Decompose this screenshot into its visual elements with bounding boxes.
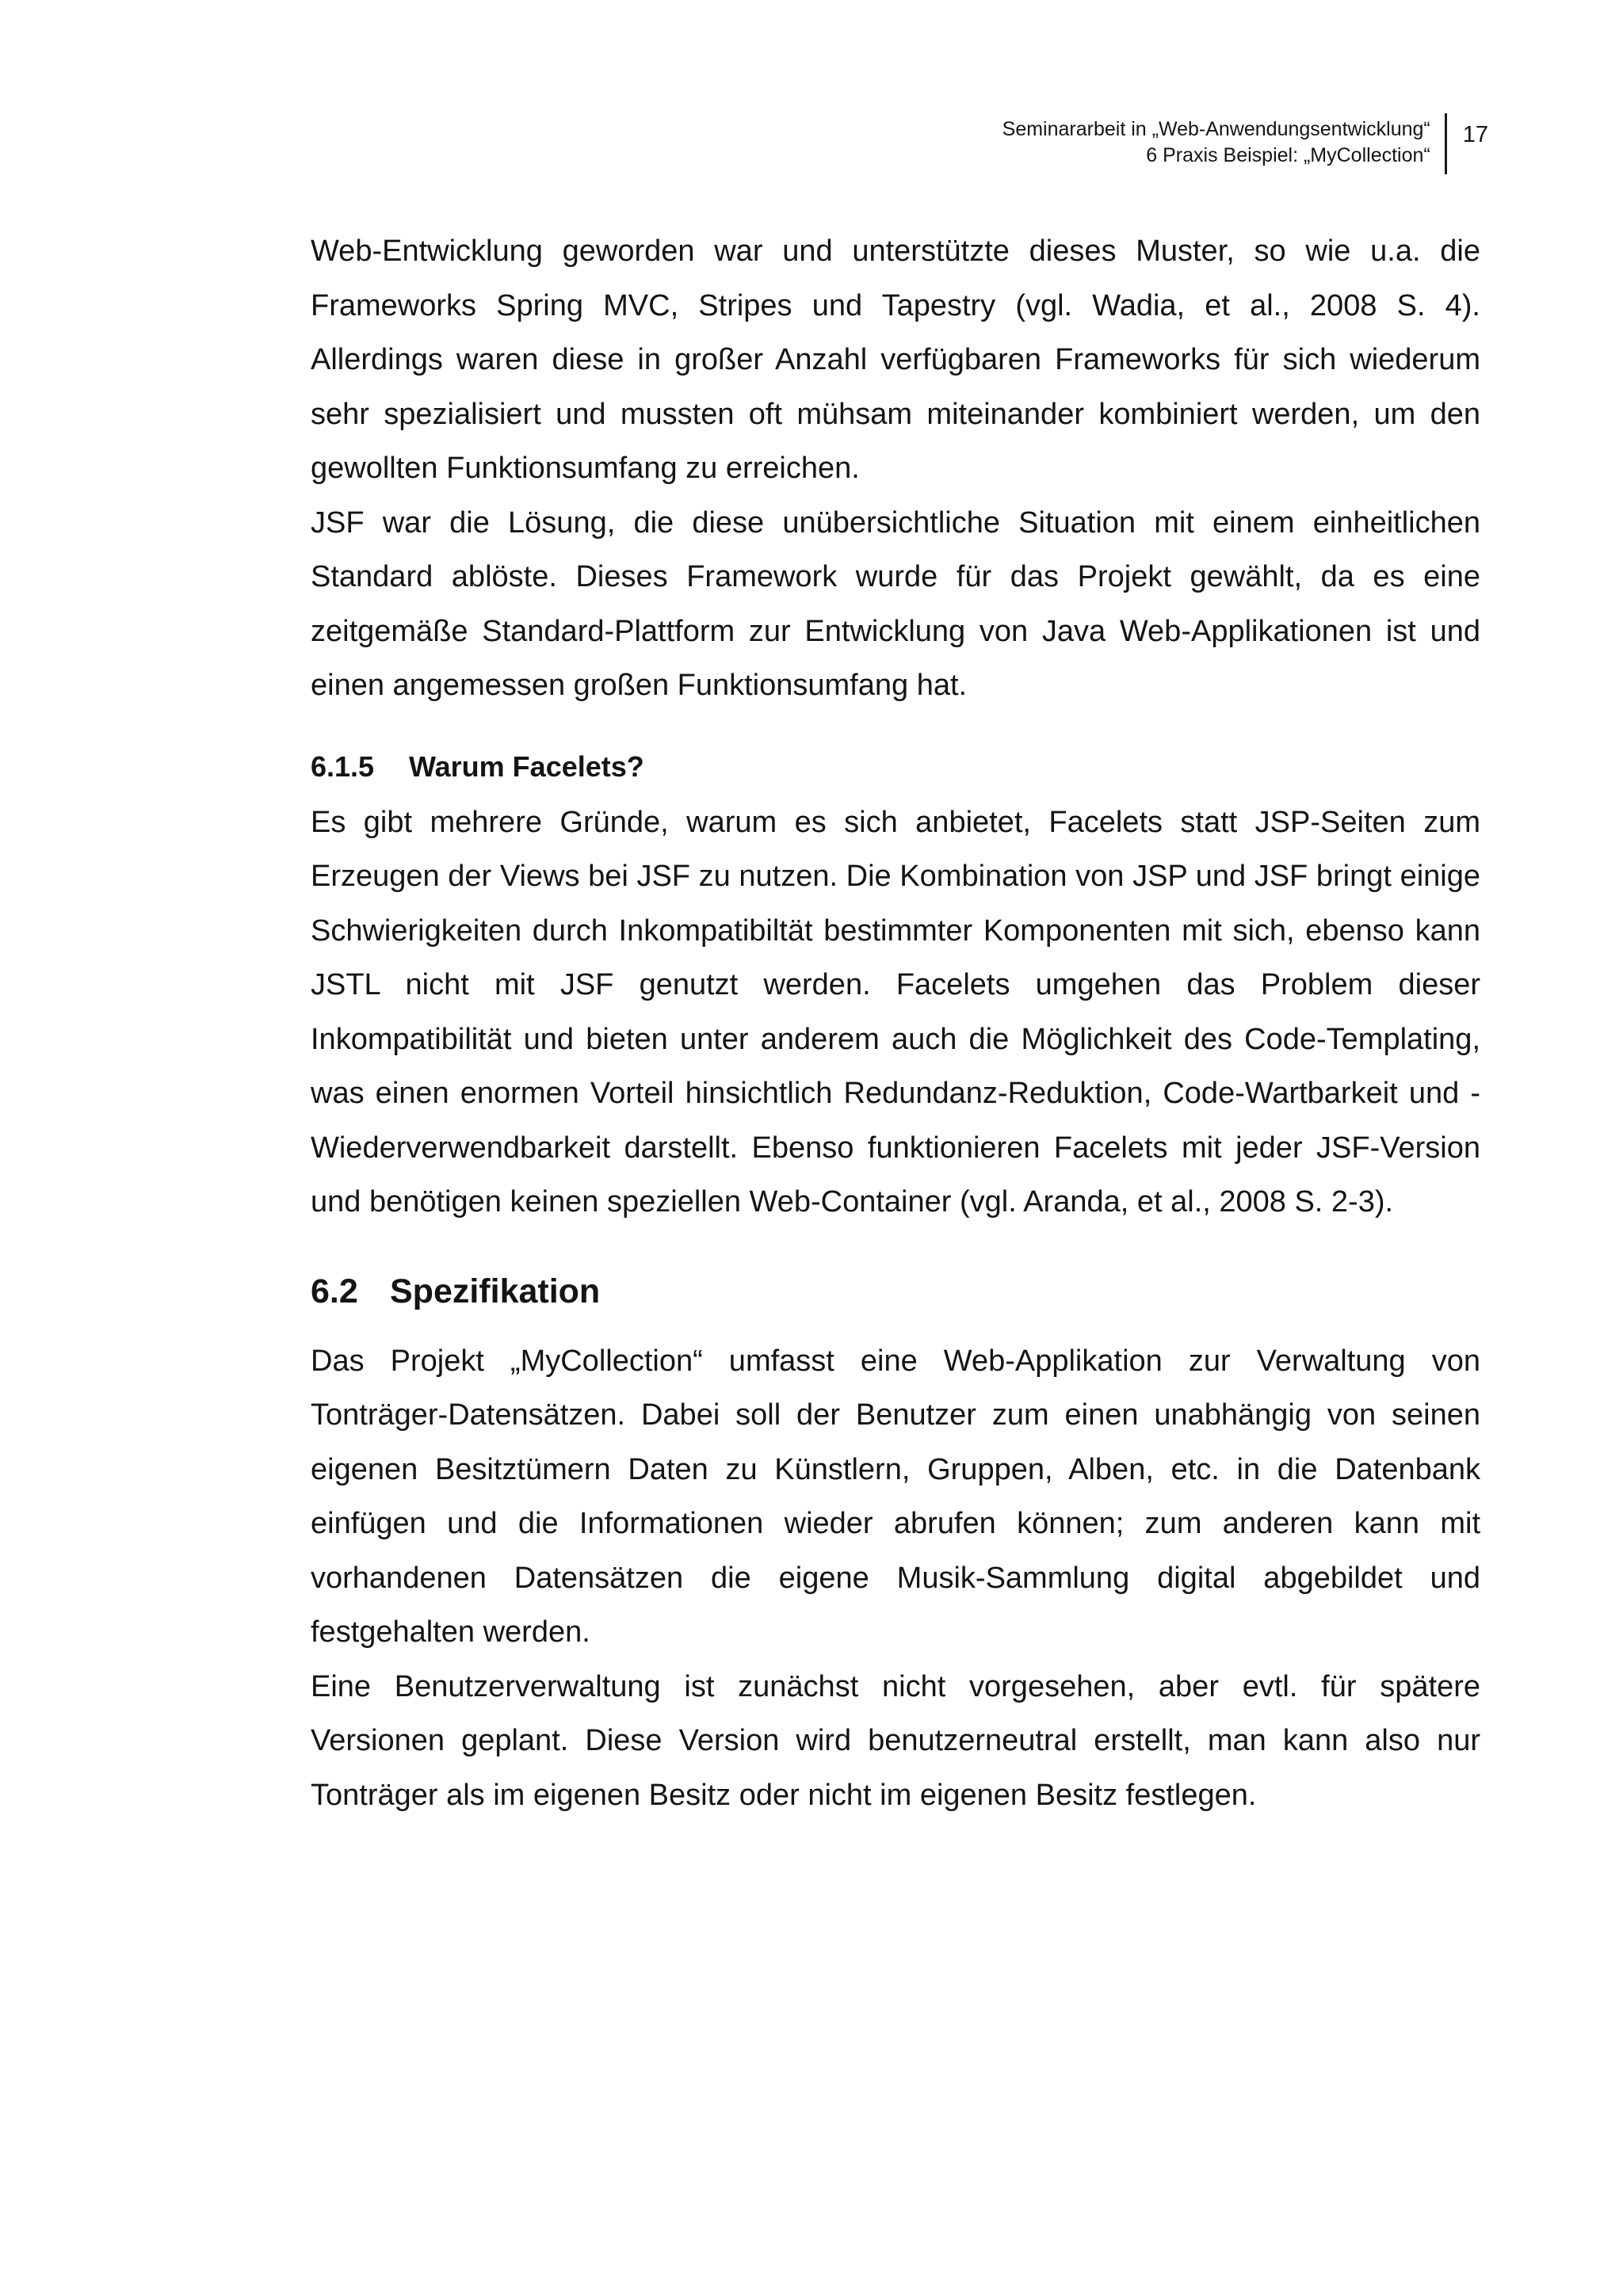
paragraph-frameworks: Web-Entwicklung geworden war und unterstützte dieses Muster, so wie u.a. die Frameworks Spring MVC, Stripes und Tapestry (vgl. Wadia, et al., 2008 S. 4). Allerdings waren diese in großer Anzahl verfügbaren Frameworks für sich wiederum sehr spezialisiert und mussten oft mühsam miteinander kombiniert werden, um den gewollten Funktionsumfang zu erreichen. [311,235,1480,485]
section-number: 6.1.5 [311,749,375,783]
header-titles [1002,113,1445,169]
paragraph-jsf: JSF war die Lösung, die diese unübersichtliche Situation mit einem einheitlichen Standard ablöste. Dieses Framework wurde für das Projekt gewählt, da es eine zeitgemäße Standard-Plattform zur Entwicklung von Java Web-Applikationen ist und einen angemessen großen Funktionsumfang hat. [311,505,1480,702]
section-heading-facelets [311,743,1480,791]
header-chapter-title: 6 Praxis Beispiel: „MyCollection“ [1146,144,1430,166]
paragraph-user-management: Eine Benutzerverwaltung ist zunächst nicht vorgesehen, aber evtl. für spätere Versionen geplant. Diese Version wird benutzerneutral erstellt, man kann also nur Tonträger als im eigenen Besitz oder nicht im eigenen Besitz festlegen. [311,1669,1480,1812]
paragraph-project: Das Projekt „MyCollection“ umfasst eine Web-Applikation zur Verwaltung von Tonträger-Datensätzen. Dabei soll der Benutzer zum einen unabhängig von seinen eigenen Besitztümern Daten zu Künstlern, Gruppen, Alben, etc. in die Datenbank einfügen und die Informationen wieder abrufen können; zum anderen kann mit vorhandenen Datensätzen die eigene Musik-Sammlung digital abgebildet und festgehalten werden. [311,1344,1480,1649]
section-number: 6.2 [311,1272,358,1310]
section-heading-spezifikation [311,1268,1480,1315]
header-seminar-title: Seminararbeit in „Web-Anwendungsentwicklung“ [1002,118,1430,140]
paragraph-facelets: Es gibt mehrere Gründe, warum es sich anbietet, Facelets statt JSP-Seiten zum Erzeugen der Views bei JSF zu nutzen. Die Kombination von JSP und JSF bringt einige Schwierigkeiten durch Inkompatibiltät bestimmter Komponenten mit sich, ebenso kann JSTL nicht mit JSF genutzt werden. Facelets umgehen das Problem dieser Inkompatibilität und bieten unter anderem auch die Möglichkeit des Code-Templating, was einen enormen Vorteil hinsichtlich Redundanz-Reduktion, Code-Wartbarkeit und -Wiederverwendbarkeit darstellt. Ebenso funktionieren Facelets mit jeder JSF-Version und benötigen keinen speziellen Web-Container (vgl. Aranda, et al., 2008 S. 2-3). [311,805,1480,1219]
body-text [311,224,1480,1822]
running-header [1002,113,1488,174]
page-number: 17 [1462,122,1488,147]
section-title: Warum Facelets? [409,749,644,783]
section-title: Spezifikation [390,1272,601,1310]
